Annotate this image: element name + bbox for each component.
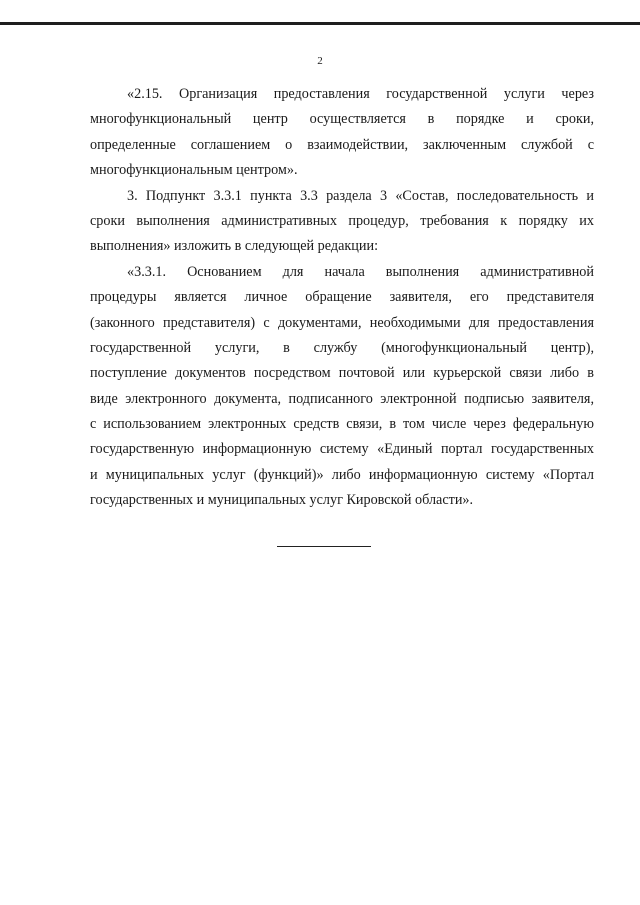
- text-line: государственных и муниципальных услуг Кировской области».: [90, 492, 474, 509]
- text-line: сроки выполнения административных процедур, требования к порядку их: [90, 212, 594, 229]
- text-line: процедуры является личное обращение заявителя, его представителя: [90, 289, 594, 306]
- text-line: многофункциональным центром».: [90, 162, 298, 179]
- text-line: государственную информационную систему «Единый портал государственных: [90, 441, 594, 458]
- text-line: определенные соглашением о взаимодействии, заключенным службой с: [90, 136, 594, 153]
- text-line: выполнения» изложить в следующей редакции:: [90, 238, 379, 255]
- text-line: многофункциональный центр осуществляется в порядке и сроки,: [90, 111, 594, 128]
- text-line: «3.3.1. Основанием для начала выполнения административной: [127, 263, 594, 280]
- document-body: [90, 82, 594, 514]
- text-line: с использованием электронных средств связи, в том числе через федеральную: [90, 416, 594, 433]
- closing-rule: [277, 546, 371, 547]
- top-border-rule: [0, 22, 640, 25]
- text-line: (законного представителя) с документами, необходимыми для предоставления: [90, 314, 594, 331]
- text-line: «2.15. Организация предоставления государственной услуги через: [127, 86, 594, 102]
- text-line: поступление документов посредством почтовой или курьерской связи либо в: [90, 365, 594, 382]
- text-line: государственной услуги, в службу (многофункциональный центр),: [90, 339, 594, 356]
- page-number: 2: [317, 55, 323, 67]
- text-line: 3. Подпункт 3.3.1 пункта 3.3 раздела 3 «Состав, последовательность и: [127, 187, 594, 204]
- text-line: виде электронного документа, подписанного электронной подписью заявителя,: [90, 390, 594, 407]
- paragraph-item-3: [90, 184, 594, 260]
- paragraph-clause-3-3-1: [90, 260, 594, 514]
- text-line: и муниципальных услуг (функций)» либо информационную систему «Портал: [90, 466, 594, 483]
- paragraph-clause-2-15: [90, 82, 594, 184]
